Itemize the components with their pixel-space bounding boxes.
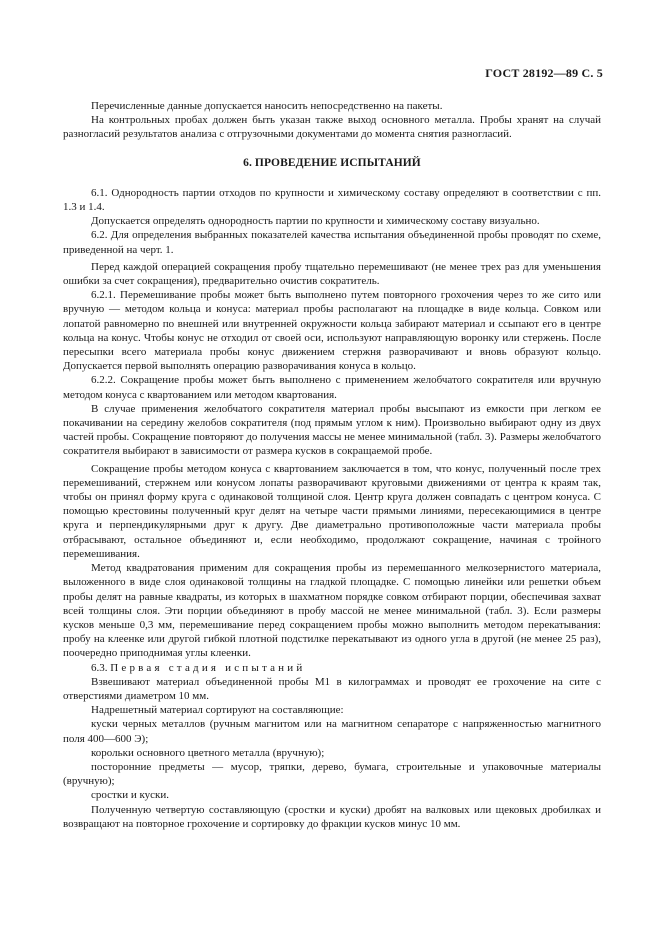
paragraph: Перечисленные данные допускается наносить непосредственно на пакеты. — [91, 100, 443, 112]
stage-heading — [63, 661, 601, 675]
paragraph: Сокращение пробы методом конуса с квартованием заключается в том, что конус, полученный после трех перемешиваний, стержнем или конусом лопаты разворачивают круговыми движениями от центра к краям так, чтобы он принял форму круга с одинаковой толщиной слоя. Центр круга должен совпадать с центром конуса. С помощью крестовины полученный круг делят на четыре части прямыми линиями, пересекающимися в центре круга и перпендикулярными друг к другу. Две диаметрально противоположные части материала пробы отбрасывают, остальное объединяют и, если необходимо, продолжают сокращение, начиная с тройного перемешивания. — [63, 462, 601, 560]
list-item: посторонние предметы — мусор, тряпки, дерево, бумага, строительные и упаковочные материалы (вручную); — [63, 760, 601, 788]
paragraph: На контрольных пробах должен быть указан также выход основного металла. Пробы хранят на случай разногласий результатов анализа с отгрузочными документами до момента снятия разногласий. — [63, 114, 601, 141]
paragraph: 6.2.1. Перемешивание пробы может быть выполнено путем повторного грохочения через то же сито или вручную — методом кольца и конуса: материал пробы располагают на площадке в виде кольца. Совком или лопатой равномерно по внешней или внутренней окружности кольца забирают материал и ссыпают его в центре кольца на конус. Чтобы конус не отходил от своей оси, используют направляющую воронку или стержень. После пересыпки всего материала пробы конус движением стержня разворачивают и вновь образуют кольцо. Допускается первой выполнять операцию разворачивания конуса в кольцо. — [63, 289, 601, 373]
list-item: куски черных металлов (ручным магнитом или на магнитном сепараторе с напряженностью магнитного поля 400—600 Э); — [63, 718, 601, 745]
paragraph: 6.1. Однородность партии отходов по крупности и химическому составу определяют в соответствии с пп. 1.3 и 1.4. — [63, 186, 601, 214]
stage-title: Первая стадия испытаний — [110, 661, 306, 674]
list-item: сростки и куски. — [91, 789, 170, 802]
running-header: ГОСТ 28192—89 С. 5 — [485, 66, 603, 80]
paragraph: Метод квадратования применим для сокращения пробы из перемешанного мелкозернистого материала, выложенного в виде слоя одинаковой толщины на гладкой площадке. С помощью линейки или решетки объем пробы делят на равные квадраты, из которых в шахматном порядке совком отбирают порции, обеспечивая захват всей толщины слоя. Эти порции объединяют в пробу массой не менее минимальной (табл. 3). Если размеры кусков меньше 0,3 мм, перемешивание перед сокращением пробы можно выполнить методом перекатывания: пробу на клеенке или другой гибкой плотной подстилке перекатывают из одного угла в другой (не менее 25 раз), поочередно приподнимая углы клеенки. — [63, 562, 601, 660]
paragraph: 6.2. Для определения выбранных показателей качества испытания объединенной пробы проводят по схеме, приведенной на черт. 1. — [63, 229, 601, 256]
paragraph: Полученную четвертую составляющую (сростки и куски) дробят на валковых или щековых дробилках и возвращают на повторное грохочение и сортировку до фракции кусков минус 10 мм. — [63, 803, 601, 830]
stage-number: 6.3. — [91, 661, 108, 674]
paragraph: Перед каждой операцией сокращения пробу тщательно перемешивают (не менее трех раз для уменьшения ошибки за счет сокращения), предварительно очистив сократитель. — [63, 260, 601, 288]
list-item: корольки основного цветного металла (вручную); — [91, 746, 325, 759]
paragraph: 6.2.2. Сокращение пробы может быть выполнено с применением желобчатого сократителя или вручную методом конуса с квартованием или методом квартования. — [63, 374, 601, 401]
paragraph: Взвешивают материал объединенной пробы М1 в килограммах и проводят ее грохочение на сите с отверстиями диаметром 10 мм. — [63, 675, 601, 702]
paragraph: Допускается определять однородность партии по крупности и химическому составу визуально. — [91, 215, 540, 228]
document-body — [63, 99, 601, 831]
section-heading: 6. ПРОВЕДЕНИЕ ИСПЫТАНИЙ — [243, 156, 421, 169]
paragraph: В случае применения желобчатого сократителя материал пробы высыпают из емкости при легком ее покачивании на середину желобов сократителя (под прямым углом к ним). Произвольно выбирают одну из двух частей пробы. Сокращение повторяют до получения массы не менее минимальной (табл. 3). Размеры желобчатого сократителя выбирают в зависимости от размера кусков в сокращаемой пробе. — [63, 402, 601, 458]
paragraph: Надрешетный материал сортируют на составляющие: — [91, 704, 344, 717]
